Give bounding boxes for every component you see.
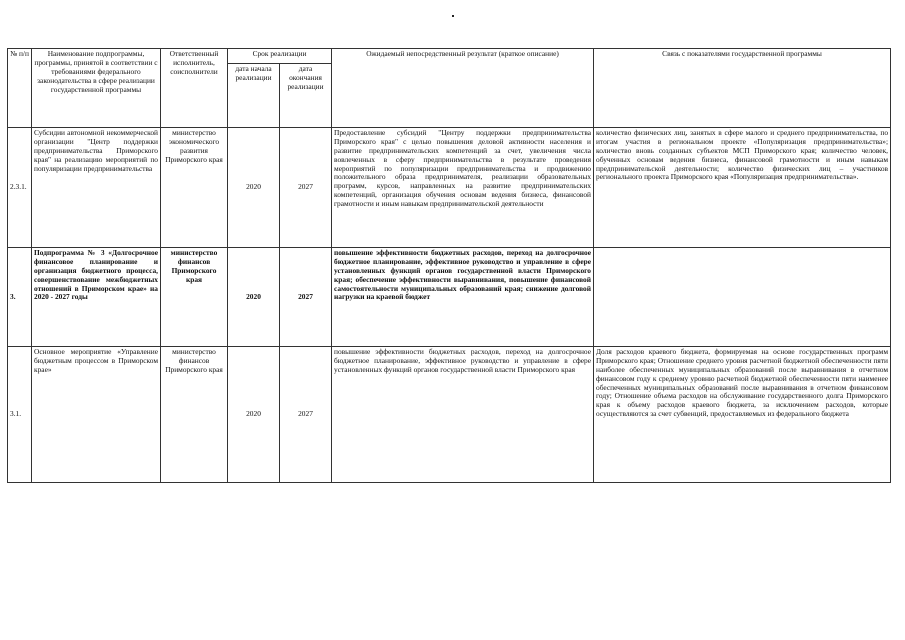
row-responsible: министерство финансов Приморского края [161, 248, 228, 347]
row-name: Основное мероприятие «Управление бюджетным процессом в Приморском крае» [32, 347, 161, 483]
row-link [594, 248, 891, 347]
header-start: дата начала реализации [228, 64, 280, 128]
row-responsible: министерство финансов Приморского края [161, 347, 228, 483]
row-start: 2020 [228, 248, 280, 347]
row-end: 2027 [280, 248, 332, 347]
row-result: повышение эффективности бюджетных расходов, переход на долгосрочное бюджетное планирование, эффективное руководство и управление в сфере установленных функций органов государственной власти Приморского края; обеспечение эффективности выравнивания, повышение финансовой самостоятельности муниципальных образований края; снижение долговой нагрузки на краевой бюджет [332, 248, 594, 347]
header-result: Ожидаемый непосредственный результат (краткое описание) [332, 49, 594, 128]
header-num: № п/п [8, 49, 32, 128]
row-name: Подпрограмма № 3 «Долгосрочное финансовое планирование и организация бюджетного процесса, совершенствование межбюджетных отношений в Приморском крае» на 2020 - 2027 годы [32, 248, 161, 347]
row-start: 2020 [228, 347, 280, 483]
row-num: 3.1. [8, 347, 32, 483]
header-period: Срок реализации [228, 49, 332, 64]
row-end: 2027 [280, 347, 332, 483]
page-dot [452, 15, 454, 17]
program-table [7, 48, 891, 483]
row-num: 2.3.1. [8, 128, 32, 248]
header-link: Связь с показателями государственной программы [594, 49, 891, 128]
table-row [8, 347, 891, 483]
header-row-1 [8, 49, 891, 64]
row-name: Субсидии автономной некоммерческой организации "Центр поддержки предпринимательства Приморского края" на реализацию мероприятий по популяризации предпринимательства [32, 128, 161, 248]
row-result: Предоставление субсидий "Центру поддержки предпринимательства Приморского края" с целью повышения деловой активности населения и развитие предпринимательских компетенций за счет, увеличения числа вовлеченных в сферу предпринимательства в результате проведения мероприятий по популяризации предпринимательства и продвижению положительного образа предпринимателя, реализации образовательных программ, курсов, направленных на развитие предпринимательских компетенций, организация обучения основам ведения бизнеса, финансовой грамотности и иным навыкам предпринимательской деятельности [332, 128, 594, 248]
header-name: Наименование подпрограммы, программы, принятой в соответствии с требованиями федерального законодательства в сфере реализации государственной программы [32, 49, 161, 128]
table-row [8, 128, 891, 248]
row-start: 2020 [228, 128, 280, 248]
row-end: 2027 [280, 128, 332, 248]
row-num: 3. [8, 248, 32, 347]
table-row [8, 248, 891, 347]
row-responsible: министерство экономического развития Приморского края [161, 128, 228, 248]
row-result: повышение эффективности бюджетных расходов, переход на долгосрочное бюджетное планирование, эффективное руководство и управление в сфере установленных функций органов государственной власти Приморского края [332, 347, 594, 483]
row-link: количество физических лиц, занятых в сфере малого и среднего предпринимательства, по итогам участия в региональном проекте «Популяризация предпринимательства»; количество вновь созданных субъектов МСП Приморского края; количество человек, обученных основам ведения бизнеса, финансовой грамотности и иным навыкам предпринимательской деятельности; количество физических лиц – участников регионального проекта Приморского края «Популяризация предпринимательства». [594, 128, 891, 248]
header-end: дата окончания реализации [280, 64, 332, 128]
header-responsible: Ответственный исполнитель, соисполнители [161, 49, 228, 128]
row-link: Доля расходов краевого бюджета, формируемая на основе государственных программ Приморского края; Отношение среднего уровня расчетной бюджетной обеспеченности пяти наиболее обеспеченных муниципальных образований после выравнивания в отчетном финансовом году к среднему уровню расчетной бюджетной обеспеченности пяти наименее обеспеченных муниципальных образований после выравнивания в отчетном финансовом году; Отношение объема расходов на обслуживание государственного долга Приморского края к объему расходов краевого бюджета, за исключением расходов, которые осуществляются за счет субвенций, предоставляемых из федерального бюджета [594, 347, 891, 483]
